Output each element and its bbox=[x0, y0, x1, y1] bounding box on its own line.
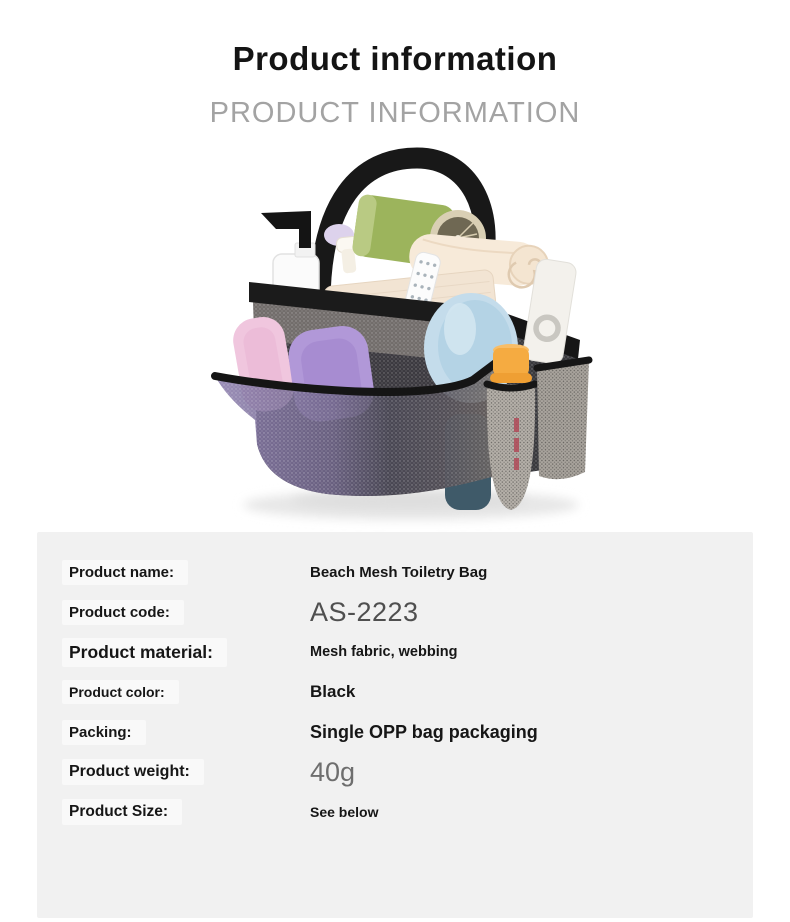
spec-value: Black bbox=[310, 682, 356, 702]
page-subtitle: PRODUCT INFORMATION bbox=[209, 96, 581, 129]
spec-label: Product material: bbox=[62, 638, 227, 667]
spec-label: Packing: bbox=[62, 720, 146, 745]
spec-value: See below bbox=[310, 804, 379, 821]
spec-label: Product weight: bbox=[62, 759, 204, 785]
spec-row-product-name bbox=[37, 552, 753, 592]
spec-value: 40g bbox=[310, 756, 356, 787]
product-photo bbox=[0, 132, 790, 532]
spec-value: Single OPP bag packaging bbox=[310, 721, 538, 742]
spec-row-packing bbox=[37, 712, 753, 752]
orange-bottle bbox=[487, 344, 535, 510]
spec-row-product-material bbox=[37, 632, 753, 672]
spec-row-product-color bbox=[37, 672, 753, 712]
spec-card bbox=[37, 532, 753, 918]
spec-label: Product code: bbox=[62, 600, 184, 625]
spec-row-product-size bbox=[37, 792, 753, 832]
spec-label: Product name: bbox=[62, 560, 188, 585]
spec-value: Mesh fabric, webbing bbox=[310, 644, 458, 661]
mesh-toiletry-bag-illustration bbox=[199, 132, 619, 532]
right-mesh-pocket bbox=[537, 360, 589, 479]
spec-value: Beach Mesh Toiletry Bag bbox=[310, 563, 488, 581]
page-header bbox=[0, 0, 790, 128]
page-title: Product information bbox=[232, 40, 558, 77]
spec-row-product-weight bbox=[37, 752, 753, 792]
spec-row-product-code bbox=[37, 592, 753, 632]
spec-label: Product color: bbox=[62, 680, 179, 704]
spec-value: AS-2223 bbox=[310, 596, 419, 627]
spec-label: Product Size: bbox=[62, 799, 182, 825]
